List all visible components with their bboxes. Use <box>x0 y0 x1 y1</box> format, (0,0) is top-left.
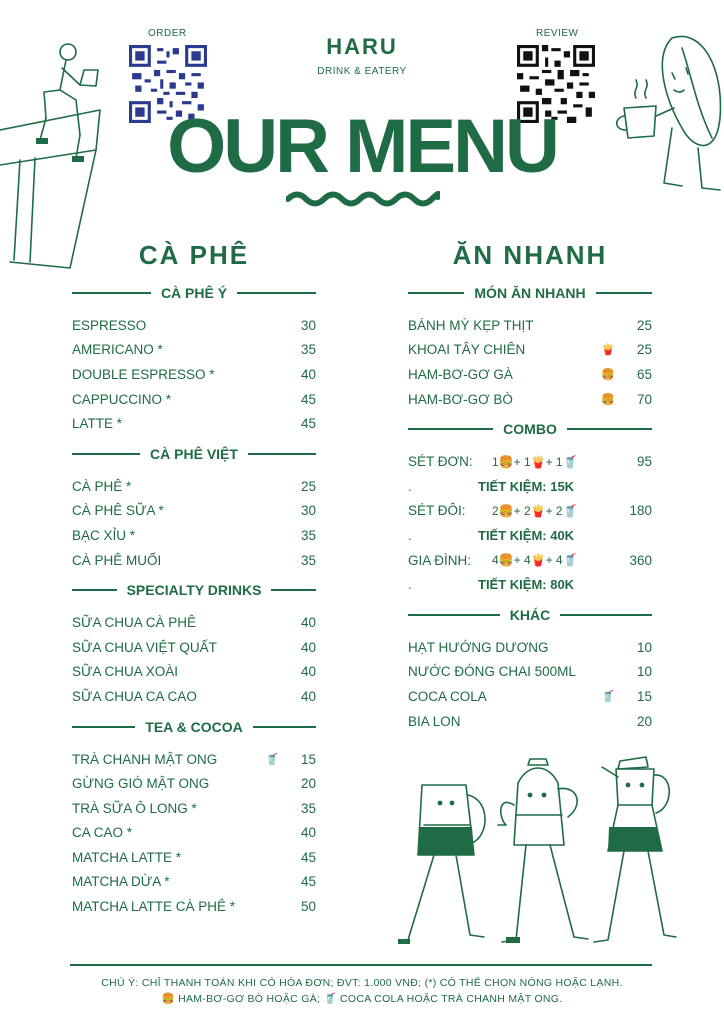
footer-note-line-1: CHÚ Ý: CHỈ THANH TOÁN KHI CÓ HÓA ĐƠN; ĐVT: 1.000 VNĐ; (*) CÓ THỂ CHỌN NÓNG HOẶC LẠNH. <box>101 977 623 989</box>
fastfood-column <box>408 240 652 733</box>
section-italian-coffee <box>72 285 316 436</box>
menu-item: MATCHA LATTE * 45 <box>72 849 316 865</box>
brand-subtitle: DRINK & EATERY <box>317 66 407 77</box>
menu-item: SỮA CHUA CÀ PHÊ 40 <box>72 615 316 631</box>
footer-note-line-2: 🍔 HAM-BƠ-GƠ BÒ HOẶC GÀ; 🥤 COCA COLA HOẶC TRÀ CHANH MẬT ONG. <box>161 993 563 1005</box>
section-fastfood <box>408 285 652 411</box>
burger-icon: 🍔 <box>601 368 615 381</box>
drink-cup-icon: 🥤 <box>265 753 279 766</box>
section-label: MÓN ĂN NHANH <box>474 285 586 301</box>
menu-item: ESPRESSO 30 <box>72 317 316 333</box>
menu-item: HAM-BƠ-GƠ GÀ 🍔 65 <box>408 366 652 382</box>
order-qr-label: ORDER <box>148 28 187 39</box>
coffee-bean-character-illustration <box>612 28 724 198</box>
section-label: TEA & COCOA <box>145 718 243 735</box>
menu-item: BÁNH MỲ KẸP THỊT 25 <box>408 317 652 333</box>
section-label: CÀ PHÊ VIỆT <box>150 445 238 462</box>
combo-item: GIA ĐÌNH: 4🍔+ 4🍟+ 4🥤 360 <box>408 552 652 568</box>
footer-notes <box>0 975 724 1007</box>
wave-divider-icon <box>286 190 440 208</box>
menu-item: BIA LON 20 <box>408 713 652 729</box>
menu-item: NƯỚC ĐÓNG CHAI 500ML 10 <box>408 664 652 680</box>
menu-item: CÀ PHÊ * 25 <box>72 478 316 494</box>
review-qr-label: REVIEW <box>536 28 579 39</box>
menu-title: OUR MENU <box>167 104 557 189</box>
coffee-column-title: CÀ PHÊ <box>138 240 250 270</box>
section-tea-cocoa <box>72 719 316 919</box>
brand-name: HARU <box>326 34 398 59</box>
section-vietnamese-coffee <box>72 446 316 572</box>
menu-item: CAPPUCCINO * 45 <box>72 391 316 407</box>
menu-item: HẠT HƯỚNG DƯƠNG 10 <box>408 639 652 655</box>
menu-item: SỮA CHUA CA CAO 40 <box>72 688 316 704</box>
drink-cup-icon: 🥤 <box>601 690 615 703</box>
combo-savings: . TIẾT KIỆM: 40K <box>408 527 575 543</box>
menu-item: SỮA CHUA VIỆT QUẤT 40 <box>72 639 316 655</box>
menu-item: MATCHA DỪA * 45 <box>72 874 316 890</box>
section-combo <box>408 421 652 597</box>
menu-item: CA CAO * 40 <box>72 825 316 841</box>
walking-coffee-pots-illustration <box>398 755 678 950</box>
combo-savings: . TIẾT KIỆM: 15K <box>408 478 575 494</box>
menu-item: GỪNG GIÓ MẬT ONG 20 <box>72 776 316 792</box>
combo-savings: . TIẾT KIỆM: 80K <box>408 577 575 593</box>
menu-item: AMERICANO * 35 <box>72 342 316 358</box>
menu-item: TRÀ CHANH MẬT ONG 🥤 15 <box>72 751 316 767</box>
section-label: CÀ PHÊ Ý <box>160 285 228 301</box>
menu-item: DOUBLE ESPRESSO * 40 <box>72 366 316 382</box>
fries-icon: 🍟 <box>601 344 615 357</box>
section-label: COMBO <box>503 421 557 438</box>
fastfood-column-title: ĂN NHANH <box>452 240 608 270</box>
person-laptop-cup-illustration <box>0 40 110 270</box>
footer-divider <box>70 964 652 966</box>
menu-item: HAM-BƠ-GƠ BÒ 🍔 70 <box>408 391 652 407</box>
combo-item: SÉT ĐƠN: 1🍔+ 1🍟+ 1🥤 95 <box>408 454 652 470</box>
menu-item: SỮA CHUA XOÀI 40 <box>72 664 316 680</box>
menu-item: BẠC XỈU * 35 <box>72 527 316 543</box>
section-label: KHÁC <box>509 606 551 623</box>
menu-item: KHOAI TÂY CHIÊN 🍟 25 <box>408 342 652 358</box>
menu-item: CÀ PHÊ MUỐI 35 <box>72 552 316 568</box>
menu-item: TRÀ SỮA Ô LONG * 35 <box>72 800 316 816</box>
menu-item: LATTE * 45 <box>72 416 316 432</box>
section-specialty-drinks <box>72 582 316 708</box>
menu-item: COCA COLA 🥤 15 <box>408 688 652 704</box>
section-label: SPECIALTY DRINKS <box>126 582 262 599</box>
burger-icon: 🍔 <box>601 393 615 406</box>
coffee-column <box>72 240 316 919</box>
section-other <box>408 607 652 733</box>
menu-item: CÀ PHÊ SỮA * 30 <box>72 503 316 519</box>
combo-item: SÉT ĐÔI: 2🍔+ 2🍟+ 2🥤 180 <box>408 503 652 519</box>
menu-item: MATCHA LATTE CÀ PHÊ * 50 <box>72 899 316 915</box>
